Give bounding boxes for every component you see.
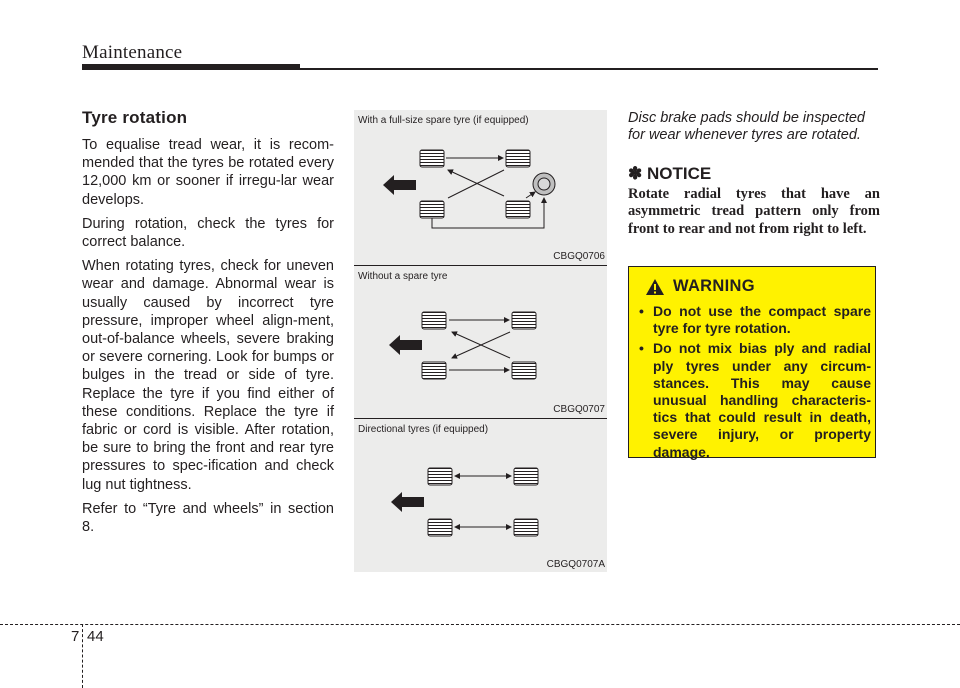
running-header: Maintenance: [82, 42, 183, 63]
tyre-rotation-section: [82, 108, 334, 542]
footer-rule: [0, 624, 960, 625]
warning-title: WARNING: [673, 277, 755, 295]
figure-caption: Directional tyres (if equipped): [358, 424, 489, 435]
figure-caption: Without a spare tyre: [358, 271, 448, 282]
figure-with-spare: [354, 110, 607, 265]
paragraph: When rotating tyres, check for uneven wear and damage. Abnormal wear is usually caused by incorrect tyre pressure, improper wheel align-ment, out-of-balance wheels, severe braking or severe cornering. Look for bumps or bulges in the tread or side of tyre. Replace the tyre if you find either of these conditions. Replace the tyre if fabric or cord is visible. After rotation, be sure to bring the front and rear tyre pressures to spec-ification and check lug nut tightness.: [82, 258, 334, 493]
notice-title: NOTICE: [646, 164, 712, 183]
tyre-rotation-cross-diagram: [354, 266, 607, 418]
figure-caption: With a full-size spare tyre (if equipped): [358, 115, 529, 126]
footer-divider: [82, 624, 83, 688]
header-rule-thin: [300, 68, 878, 70]
paragraph: Refer to “Tyre and wheels” in section 8.: [82, 500, 334, 536]
tyre-rotation-with-spare-diagram: [354, 110, 607, 265]
chapter-number: 7: [71, 628, 80, 645]
warning-box: [628, 266, 876, 458]
warning-item-text: Do not mix bias ply and radial ply tyres under any circum-stances. This may cause unusual handling characteris-tics that could result in death, severe injury, or property damage.: [653, 340, 871, 460]
figure-code: CBGQ0707: [553, 404, 605, 415]
figure-without-spare: [354, 266, 607, 418]
header-rule-thick: [82, 64, 300, 70]
notice-symbol-icon: ✽: [628, 164, 643, 183]
bullet-icon: •: [639, 340, 644, 357]
tyre-rotation-directional-diagram: [354, 419, 607, 572]
notice-heading: [628, 164, 880, 184]
bullet-icon: •: [639, 303, 644, 319]
warning-heading: [645, 277, 755, 296]
paragraph: During rotation, check the tyres for correct balance.: [82, 215, 334, 251]
figure-directional: [354, 419, 607, 572]
disc-brake-note: Disc brake pads should be inspected for wear whenever tyres are rotated.: [628, 110, 865, 143]
warning-list: [639, 303, 871, 464]
notice-text: Rotate radial tyres that have an asymmetric tread pattern only from front to rear and not from right to left.: [628, 186, 880, 237]
figure-code: CBGQ0707A: [546, 559, 605, 570]
warning-triangle-icon: [645, 278, 665, 296]
warning-item-text: Do not use the compact spare tyre for tyre rotation.: [653, 303, 871, 337]
paragraph: To equalise tread wear, it is recom-mended that the tyres be rotated every 12,000 km or sooner if irregu-lar wear develops.: [82, 137, 334, 208]
warning-item: [639, 303, 871, 337]
figure-code: CBGQ0706: [553, 251, 605, 262]
page-number: 44: [87, 628, 104, 645]
section-title: Tyre rotation: [82, 108, 188, 127]
warning-item: [639, 340, 871, 460]
